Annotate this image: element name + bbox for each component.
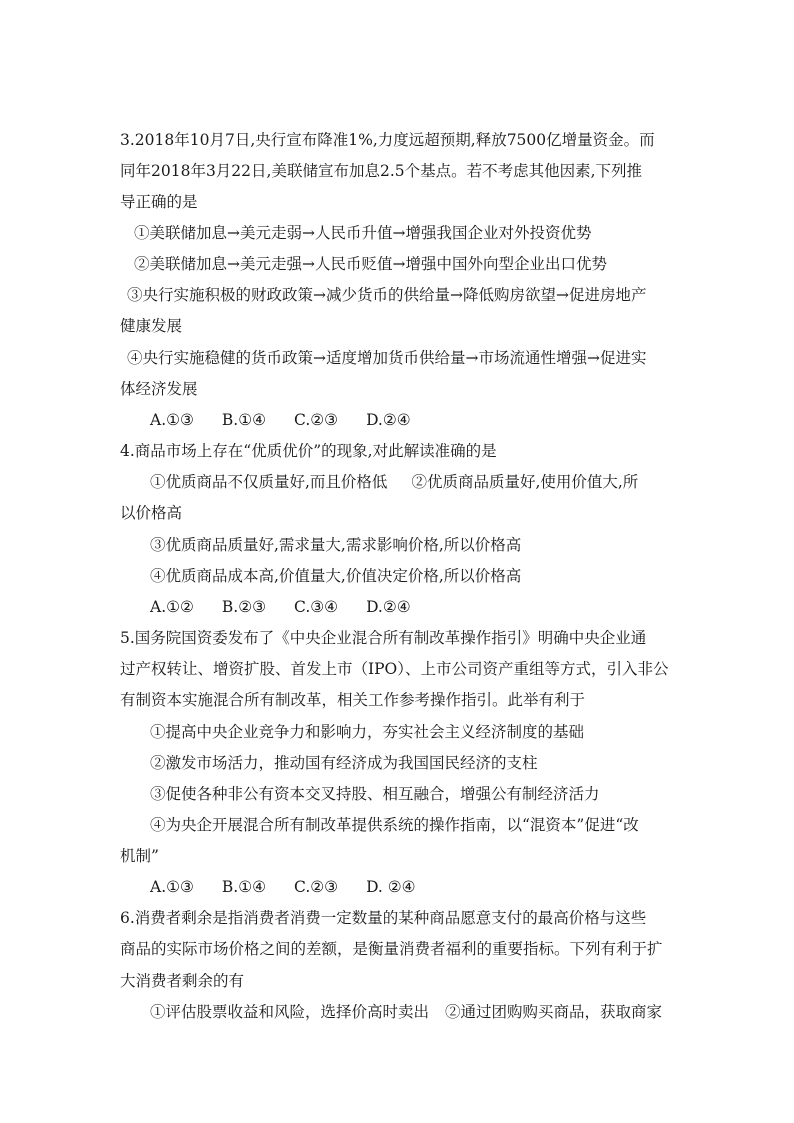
q6-item-1: ①评估股票收益和风险，选择价高时卖出	[150, 1003, 430, 1021]
q5-item-3: ③促使各种非公有资本交叉持股、相互融合，增强公有制经济活力	[150, 785, 600, 803]
q5-stem-line-3: 有制资本实施混合所有制改革，相关工作参考操作指引。此举有利于	[120, 691, 586, 709]
q4-option-a[interactable]: A.①②	[150, 598, 194, 616]
q5-item-4-cont: 机制”	[120, 847, 159, 865]
q3-option-d[interactable]: D.②④	[366, 411, 411, 429]
q4-options	[150, 597, 439, 617]
q5-item-4: ④为央企开展混合所有制改革提供系统的操作指南，以“混资本”促进“改	[150, 816, 639, 834]
q4-option-b[interactable]: B.②③	[221, 598, 267, 616]
q3-item-3-cont: 健康发展	[120, 317, 183, 335]
q3-item-4: ④央行实施稳健的货币政策→适度增加货币供给量→市场流通性增强→促进实	[127, 349, 647, 367]
q4-item-2: ②优质商品质量好,使用价值大,所	[411, 473, 639, 491]
q3-item-3: ③央行实施积极的财政政策→减少货币的供给量→降低购房欲望→促进房地产	[127, 286, 647, 304]
q3-item-2: ②美联储加息→美元走强→人民币贬值→增强中国外向型企业出口优势	[134, 255, 607, 273]
q6-stem-line-3: 大消费者剩余的有	[120, 972, 245, 990]
q4-item-3: ③优质商品质量好,需求量大,需求影响价格,所以价格高	[150, 536, 522, 554]
q4-items-row-1	[150, 472, 638, 492]
q5-option-c[interactable]: C.②③	[294, 878, 339, 896]
q3-options	[150, 410, 439, 430]
q3-item-1: ①美联储加息→美元走弱→人民币升值→增强我国企业对外投资优势	[134, 224, 592, 242]
q5-option-a[interactable]: A.①③	[150, 878, 194, 896]
q3-option-a[interactable]: A.①③	[150, 411, 194, 429]
q3-option-b[interactable]: B.①④	[221, 411, 267, 429]
q4-item-2-cont: 以价格高	[120, 504, 183, 522]
q6-stem-line-2: 商品的实际市场价格之间的差额，是衡量消费者福利的重要指标。下列有利于扩	[120, 940, 663, 958]
q3-stem-line-1: 3.2018年10月7日,央行宣布降准1%,力度远超预期,释放7500亿增量资金。而	[120, 131, 655, 149]
q5-options	[150, 877, 444, 897]
q6-items-row-1	[150, 1002, 662, 1022]
q4-item-1: ①优质商品不仅质量好,而且价格低	[150, 473, 388, 491]
q5-item-2: ②激发市场活力，推动国有经济成为我国国民经济的支柱	[150, 754, 538, 772]
q5-option-d[interactable]: D. ②④	[366, 878, 416, 896]
q6-stem-line-1: 6.消费者剩余是指消费者消费一定数量的某种商品愿意支付的最高价格与这些	[120, 909, 647, 927]
q6-item-2: ②通过团购购买商品，获取商家	[445, 1003, 663, 1021]
q4-stem: 4.商品市场上存在“优质优价”的现象,对此解读准确的是	[120, 442, 497, 460]
q4-item-4: ④优质商品成本高,价值量大,价值决定价格,所以价格高	[150, 567, 522, 585]
q3-stem-line-2: 同年2018年3月22日,美联储宣布加息2.5个基点。若不考虑其他因素,下列推	[120, 162, 643, 180]
q4-option-d[interactable]: D.②④	[366, 598, 411, 616]
q5-option-b[interactable]: B.①④	[221, 878, 267, 896]
q5-stem-line-2: 过产权转让、增资扩股、首发上市（IPO）、上市公司资产重组等方式，引入非公	[120, 660, 669, 678]
q3-item-4-cont: 体经济发展	[120, 380, 198, 398]
q5-item-1: ①提高中央企业竞争力和影响力，夯实社会主义经济制度的基础	[150, 723, 585, 741]
q4-option-c[interactable]: C.③④	[294, 598, 339, 616]
q3-stem-line-3: 导正确的是	[120, 193, 198, 211]
q3-option-c[interactable]: C.②③	[294, 411, 339, 429]
q5-stem-line-1: 5.国务院国资委发布了《中央企业混合所有制改革操作指引》明确中央企业通	[120, 629, 647, 647]
